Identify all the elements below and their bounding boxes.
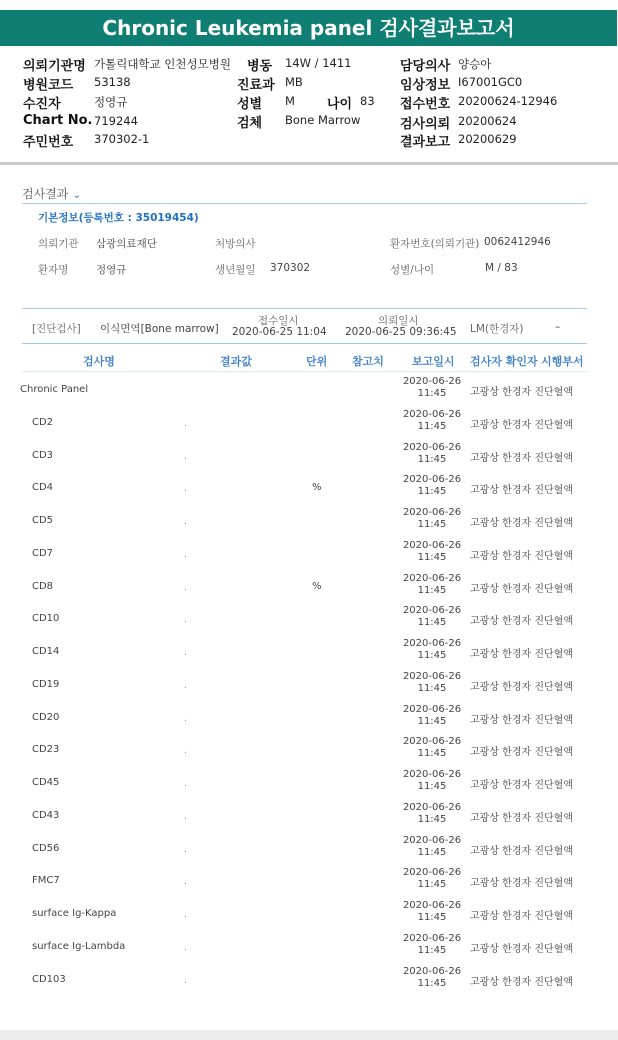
result-value: .: [184, 713, 187, 724]
table-row: [20, 570, 590, 603]
test-name: CD20: [32, 711, 60, 723]
result-value: .: [184, 517, 187, 527]
report-title: Chronic Leukemia panel 검사결과보고서: [0, 10, 617, 46]
report-time: 11:45: [417, 813, 447, 825]
dept-name: 진단혈액: [534, 485, 573, 497]
confirmer-name: 한경자: [502, 747, 532, 759]
report-datetime: [402, 573, 462, 597]
tester-name: 고광상: [470, 747, 499, 759]
report-time: 11:45: [417, 420, 447, 432]
dept-name: 진단혈액: [534, 518, 573, 529]
report-datetime: [402, 376, 462, 400]
patient-id-label: 환자번호(의뢰기관): [390, 238, 480, 250]
dept-name: 진단혈액: [534, 911, 573, 922]
report-time: 11:45: [417, 486, 447, 498]
report-time: 11:45: [417, 453, 447, 465]
footer-bar: [0, 1030, 618, 1040]
requested-label: 의뢰일시: [378, 315, 419, 327]
dept-value: MB: [285, 75, 303, 89]
sex-age-label: 성별/나이: [390, 264, 435, 276]
report-time: 11:45: [417, 781, 447, 792]
table-row: [20, 766, 590, 799]
unit-value: %: [312, 482, 322, 494]
tester-name: 고광상: [470, 452, 499, 464]
clinical-value: I67001GC0: [458, 75, 523, 89]
chevron-down-icon: ⌄: [72, 188, 82, 201]
test-name: CD19: [32, 678, 60, 690]
hospital-value: 가톨릭대학교 인천성모병원: [94, 57, 231, 71]
report-date: 2020-06-26: [402, 965, 462, 977]
ward-label: 병동: [247, 59, 273, 74]
confirmer-name: 한경자: [502, 943, 532, 955]
tester-name: 고광상: [470, 845, 499, 857]
institution-value: 삼광의료재단: [96, 238, 157, 250]
tester-name: 고광상: [470, 878, 499, 890]
patient-label: 수진자: [23, 97, 61, 112]
result-value: .: [184, 582, 187, 593]
test-name: CD45: [32, 777, 60, 788]
col-header-report-time: 보고일시: [412, 355, 455, 368]
table-header-divider: [22, 371, 587, 372]
report-time: 11:45: [417, 617, 447, 629]
dept-name: 진단혈액: [534, 681, 573, 693]
staff-dept: [470, 809, 573, 824]
report-date: 2020-06-26: [402, 867, 462, 879]
tester-name: 고광상: [470, 681, 499, 693]
report-date: 2020-06-26: [402, 572, 462, 584]
ward-value: 14W / 1411: [285, 56, 352, 70]
report-datetime: [402, 540, 462, 564]
staff-dept: [470, 940, 573, 955]
col-header-ref: 참고치: [352, 355, 384, 368]
dept-name: 진단혈액: [534, 649, 573, 660]
staff-dept: [470, 449, 573, 464]
report-time: 11:45: [417, 944, 447, 956]
chart-no-value: 719244: [94, 114, 138, 128]
report-time: 11:45: [417, 715, 447, 727]
sex-age-value: M / 83: [485, 262, 518, 274]
confirmer-name: 한경자: [502, 518, 532, 529]
table-row: [20, 635, 590, 668]
report-label: 결과보고: [400, 135, 451, 150]
patient-name-value: 정영규: [96, 264, 127, 276]
result-value: .: [184, 811, 187, 822]
report-date: 2020-06-26: [402, 769, 462, 780]
results-section-label: 검사결과: [22, 187, 69, 201]
report-date: 2020-06-26: [402, 376, 462, 387]
confirmer-name: 한경자: [502, 780, 532, 791]
tester-name: 고광상: [470, 780, 499, 791]
dept-name: 진단혈액: [534, 583, 573, 595]
confirmer-name: 한경자: [502, 845, 532, 857]
confirmer-name: 한경자: [502, 714, 532, 726]
report-datetime: [402, 671, 462, 695]
specimen-label: 검체: [237, 116, 263, 131]
age-value: 83: [360, 94, 375, 108]
report-date: 2020-06-26: [402, 834, 462, 846]
confirmer-name: 한경자: [502, 911, 532, 922]
report-datetime: [402, 704, 462, 728]
table-row: [20, 406, 590, 439]
confirmer-name: 한경자: [502, 387, 532, 398]
report-date: 2020-06-26: [402, 736, 462, 748]
report-time: 11:45: [417, 912, 447, 923]
table-row: [20, 537, 590, 570]
tester-name: 고광상: [470, 911, 499, 922]
dept-name: 진단혈액: [534, 550, 573, 562]
staff-dept: [470, 514, 573, 529]
test-name: CD14: [32, 646, 60, 657]
test-name: CD2: [32, 416, 54, 428]
staff-dept: [470, 776, 573, 791]
col-header-name: 검사명: [83, 355, 115, 368]
report-date: 2020-06-26: [402, 507, 462, 518]
test-name: CD4: [32, 482, 54, 494]
tester-name: 고광상: [470, 419, 499, 431]
staff-dept: [470, 842, 573, 857]
report-datetime: [402, 802, 462, 826]
hospital-code-label: 병원코드: [23, 78, 74, 93]
clinical-label: 임상정보: [400, 78, 451, 93]
table-row: [20, 668, 590, 701]
doctor-label: 담당의사: [400, 59, 451, 74]
info-divider: [22, 308, 587, 309]
confirmer-name: 한경자: [502, 452, 532, 464]
confirmer-name: 한경자: [502, 419, 532, 431]
report-time: 11:45: [417, 977, 447, 989]
staff-dept: [470, 874, 573, 889]
report-time: 11:45: [417, 519, 447, 530]
col-header-dept: 시행부서: [541, 355, 584, 368]
result-value: .: [184, 942, 187, 953]
table-row: [20, 733, 590, 766]
table-row: [20, 373, 590, 406]
patient-id-value: 0062412946: [484, 236, 551, 248]
test-name: CD43: [32, 809, 60, 821]
table-row: [20, 471, 590, 504]
table-row: [20, 504, 590, 537]
staff-dept: [470, 645, 573, 660]
report-date: 2020-06-26: [402, 408, 462, 420]
dept-name: 진단혈액: [534, 976, 573, 988]
report-time: 11:45: [417, 388, 447, 399]
confirmer-name: 한경자: [502, 681, 532, 693]
request-label: 검사의뢰: [400, 117, 451, 132]
lm-value: –: [555, 321, 561, 333]
result-value: .: [184, 779, 187, 789]
report-datetime: [402, 769, 462, 793]
report-value: 20200629: [458, 132, 517, 146]
dept-name: 진단혈액: [534, 616, 573, 628]
diagnostic-label: [진단검사]: [32, 323, 81, 335]
result-value: .: [184, 451, 187, 462]
test-name: Chronic Panel: [20, 384, 89, 395]
report-datetime: [402, 736, 462, 760]
result-value: .: [184, 484, 187, 495]
tester-name: 고광상: [470, 518, 499, 529]
tester-name: 고광상: [470, 387, 499, 398]
report-date: 2020-06-26: [402, 801, 462, 813]
staff-dept: [470, 416, 573, 431]
table-row: [20, 930, 590, 963]
dept-name: 진단혈액: [534, 878, 573, 890]
report-datetime: [402, 835, 462, 859]
table-row: [20, 897, 590, 930]
report-time: 11:45: [417, 551, 447, 563]
result-value: .: [184, 648, 187, 658]
header-divider: [0, 162, 618, 165]
table-top-divider: [22, 343, 587, 344]
tester-name: 고광상: [470, 649, 499, 660]
dept-name: 진단혈액: [534, 812, 573, 824]
staff-dept: [470, 383, 573, 398]
test-name: CD7: [32, 547, 54, 559]
confirmer-name: 한경자: [502, 878, 532, 890]
institution-label: 의뢰기관: [38, 238, 79, 250]
col-header-checker: 검사자 확인자: [470, 355, 538, 368]
report-datetime: [402, 933, 462, 957]
prescriber-label: 처방의사: [215, 238, 256, 250]
specimen-value: Bone Marrow: [285, 113, 361, 127]
test-name: surface Ig-Kappa: [32, 908, 117, 919]
col-header-unit: 단위: [306, 355, 328, 368]
result-value: .: [184, 549, 187, 560]
result-value: .: [184, 615, 187, 626]
report-date: 2020-06-26: [402, 932, 462, 944]
col-header-result: 결과값: [220, 355, 252, 368]
staff-dept: [470, 547, 573, 562]
staff-dept: [470, 743, 573, 758]
dept-name: 진단혈액: [534, 419, 573, 431]
confirmer-name: 한경자: [502, 976, 532, 988]
table-row: [20, 799, 590, 832]
chart-no-label: Chart No.: [23, 113, 93, 128]
tester-name: 고광상: [470, 714, 499, 726]
table-row: [20, 832, 590, 865]
dob-value: 370302: [270, 262, 311, 274]
staff-dept: [470, 612, 573, 627]
tester-name: 고광상: [470, 943, 499, 955]
dob-label: 생년월일: [215, 264, 256, 276]
tester-name: 고광상: [470, 550, 499, 562]
dept-name: 진단혈액: [534, 452, 573, 464]
diagnostic-value: 이식면역[Bone marrow]: [100, 323, 219, 335]
report-date: 2020-06-26: [402, 539, 462, 551]
report-date: 2020-06-26: [402, 638, 462, 649]
result-value: .: [184, 910, 187, 920]
result-value: .: [184, 844, 187, 855]
tester-name: 고광상: [470, 812, 499, 824]
patient-value: 정영규: [94, 95, 128, 109]
dept-name: 진단혈액: [534, 943, 573, 955]
confirmer-name: 한경자: [502, 812, 532, 824]
test-name: CD10: [32, 613, 60, 625]
result-value: .: [184, 877, 187, 888]
tester-name: 고광상: [470, 485, 499, 497]
report-date: 2020-06-26: [402, 605, 462, 617]
age-label: 나이: [327, 97, 353, 112]
dept-name: 진단혈액: [534, 780, 573, 791]
result-value: .: [184, 975, 187, 986]
requested-value: 2020-06-25 09:36:45: [345, 326, 457, 338]
staff-dept: [470, 907, 573, 922]
results-table: [20, 373, 590, 995]
confirmer-name: 한경자: [502, 485, 532, 497]
sex-value: M: [285, 94, 295, 108]
report-date: 2020-06-26: [402, 703, 462, 715]
report-datetime: [402, 442, 462, 466]
dept-label: 진료과: [237, 78, 275, 93]
result-value: .: [184, 680, 187, 691]
confirmer-name: 한경자: [502, 616, 532, 628]
result-value: .: [184, 746, 187, 757]
table-row: [20, 963, 590, 996]
report-time: 11:45: [417, 846, 447, 858]
dept-name: 진단혈액: [534, 845, 573, 857]
staff-dept: [470, 580, 573, 595]
test-name: CD103: [32, 973, 66, 985]
tester-name: 고광상: [470, 583, 499, 595]
doctor-value: 양승아: [458, 57, 492, 71]
dept-name: 진단혈액: [534, 747, 573, 759]
report-datetime: [402, 605, 462, 629]
test-name: surface Ig-Lambda: [32, 940, 126, 952]
table-row: [20, 701, 590, 734]
staff-dept: [470, 481, 573, 496]
test-name: CD3: [32, 449, 54, 461]
request-value: 20200624: [458, 114, 517, 128]
id-value: 370302-1: [94, 132, 150, 146]
received-value: 2020-06-25 11:04: [232, 326, 327, 338]
test-name: FMC7: [32, 875, 60, 887]
result-value: .: [184, 418, 187, 429]
confirmer-name: 한경자: [502, 649, 532, 660]
report-time: 11:45: [417, 584, 447, 596]
report-datetime: [402, 409, 462, 433]
table-row: [20, 864, 590, 897]
hospital-label: 의뢰기관명: [23, 59, 86, 74]
report-time: 11:45: [417, 650, 447, 661]
report-datetime: [402, 474, 462, 498]
test-name: CD5: [32, 515, 54, 526]
id-label: 주민번호: [23, 135, 74, 150]
staff-dept: [470, 973, 573, 988]
tester-name: 고광상: [470, 616, 499, 628]
report-datetime: [402, 900, 462, 924]
results-section-toggle[interactable]: [22, 185, 81, 202]
report-header-info: [0, 52, 618, 160]
report-datetime: [402, 867, 462, 891]
confirmer-name: 한경자: [502, 550, 532, 562]
report-date: 2020-06-26: [402, 474, 462, 486]
report-time: 11:45: [417, 748, 447, 760]
report-date: 2020-06-26: [402, 900, 462, 911]
lm-label: LM(한경자): [470, 323, 524, 335]
report-date: 2020-06-26: [402, 441, 462, 453]
report-time: 11:45: [417, 879, 447, 891]
patient-name-label: 환자명: [38, 264, 69, 276]
report-datetime: [402, 507, 462, 531]
unit-value: %: [312, 580, 322, 592]
receipt-label: 접수번호: [400, 97, 451, 112]
receipt-value: 20200624-12946: [458, 94, 558, 108]
report-date: 2020-06-26: [402, 670, 462, 682]
test-name: CD8: [32, 580, 54, 592]
dept-name: 진단혈액: [534, 387, 573, 398]
report-time: 11:45: [417, 682, 447, 694]
report-datetime: [402, 966, 462, 990]
report-datetime: [402, 638, 462, 662]
staff-dept: [470, 678, 573, 693]
staff-dept: [470, 711, 573, 726]
test-name: CD56: [32, 842, 60, 854]
dept-name: 진단혈액: [534, 714, 573, 726]
section-divider: [22, 203, 587, 204]
hospital-code-value: 53138: [94, 75, 131, 89]
basic-info-title: 기본정보(등록번호 : 35019454): [38, 212, 199, 224]
table-row: [20, 602, 590, 635]
table-row: [20, 439, 590, 472]
test-name: CD23: [32, 744, 60, 756]
sex-label: 성별: [237, 97, 263, 112]
received-label: 접수일시: [258, 315, 299, 327]
confirmer-name: 한경자: [502, 583, 532, 595]
tester-name: 고광상: [470, 976, 499, 988]
